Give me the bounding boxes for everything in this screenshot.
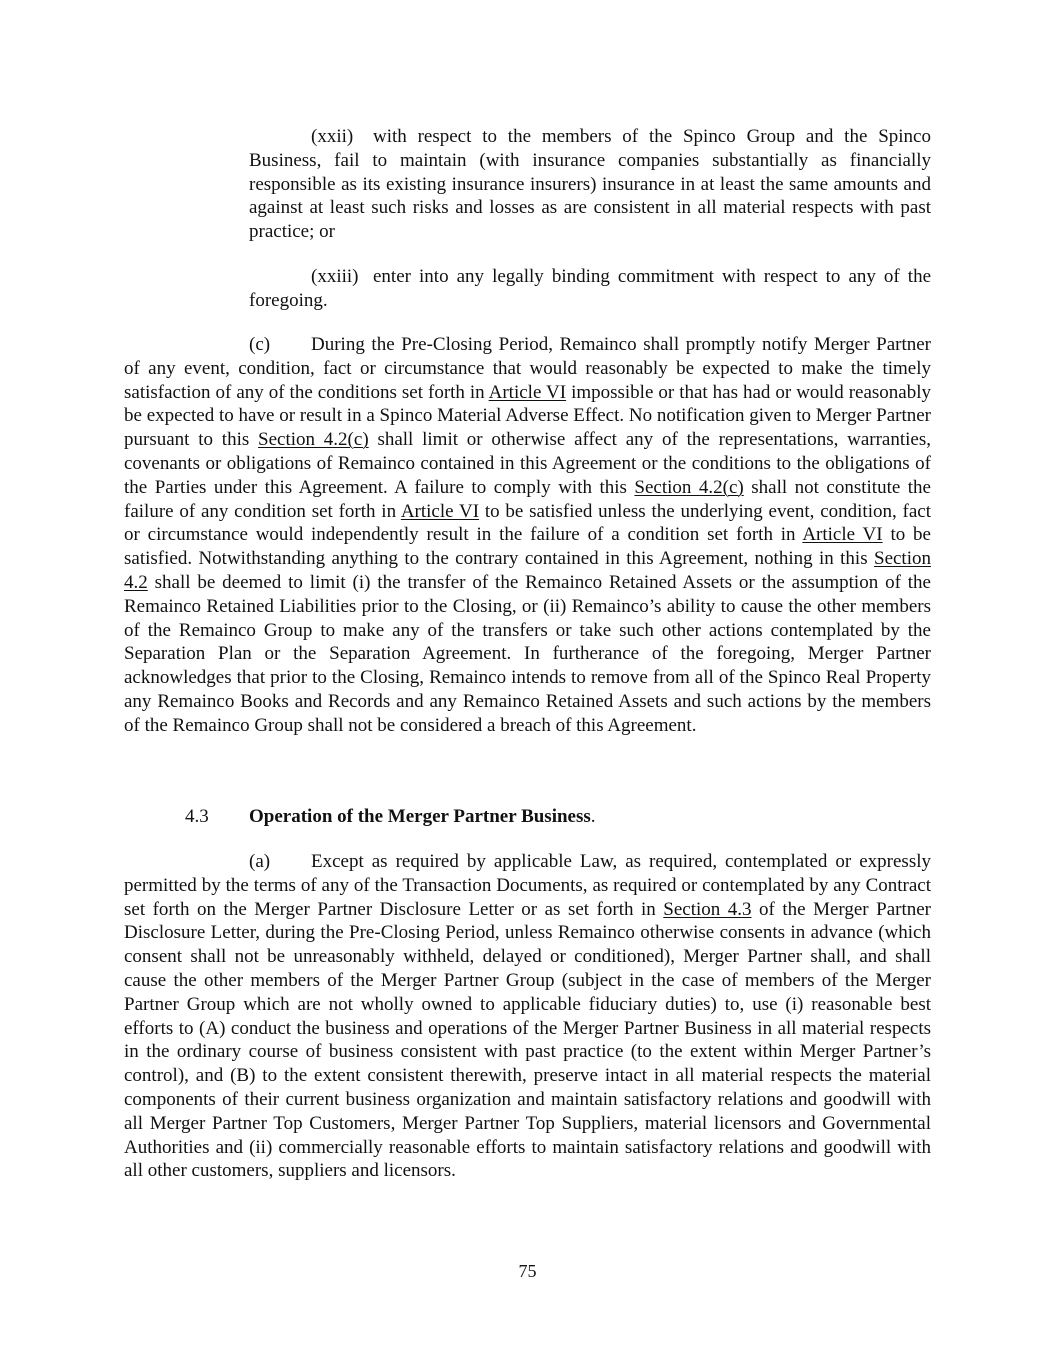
cross-reference-article-vi[interactable]: Article VI — [802, 524, 883, 546]
cross-reference-section-4-3[interactable]: Section 4.3 — [663, 898, 752, 920]
paragraph-c — [124, 333, 931, 738]
clause-xxiii-text: enter into any legally binding commitment with respect to any of the foregoing. — [249, 266, 931, 311]
paragraph-c-text-3: shall limit or otherwise affect any of the representations, warranties, covenants or obligations of Remainco contained in this Agreement or the conditions to the obligations of the Parties under this Agreement. A failure to comply with this — [124, 429, 931, 498]
paragraph-c-text-6: to be satisfied. Notwithstanding anything to the contrary contained in this Agreement, nothing in this — [124, 524, 931, 570]
paragraph-a — [124, 850, 931, 1183]
cross-reference-section-4-2c[interactable]: Section 4.2(c) — [634, 476, 744, 498]
paragraph-c-marker: (c) — [249, 334, 271, 355]
page-number: 75 — [518, 1261, 537, 1281]
clause-xxii — [249, 125, 931, 244]
paragraph-c-text-2: impossible or that has had or would reasonably be expected to have or result in a Spinco Material Adverse Effect. No notification given to Merger Partner pursuant to this — [124, 381, 931, 451]
section-number: 4.3 — [185, 806, 209, 827]
paragraph-a-marker: (a) — [249, 851, 271, 872]
section-heading-4-3 — [185, 805, 596, 829]
paragraph-a-text-2: of the Merger Partner Disclosure Letter, during the Pre-Closing Period, unless Remainco otherwise consents in advance (which consent shall not be unreasonably withheld, delayed or conditioned), Merger Partner shall, and shall cause the other members of the Merger Partner Group (subject in the case of members of the Merger Partner Group which are not wholly owned to applicable fiduciary duties) to, use (i) reasonable best efforts to (A) conduct the business and operations of the Merger Partner Business in all material respects in the ordinary course of business consistent with past practice (to the extent within Merger Partner’s control), and (B) to the extent consistent therewith, preserve intact in all material respects the material components of their current business organization and maintain satisfactory relations and goodwill with all Merger Partner Top Customers, Merger Partner Top Suppliers, material licensors and Governmental Authorities and (ii) commercially reasonable efforts to maintain satisfactory relations and goodwill with all other customers, suppliers and licensors. — [124, 898, 932, 1182]
paragraph-a-text-1: Except as required by applicable Law, as required, contemplated or expressly permitted by the terms of any of the Transaction Documents, as required or contemplated by any Contract set forth on the Merger Partner Disclosure Letter or as set forth in — [124, 851, 931, 920]
cross-reference-section-4-2c[interactable]: Section 4.2(c) — [258, 429, 369, 451]
cross-reference-article-vi[interactable]: Article VI — [488, 381, 567, 403]
clause-xxiii-marker: (xxiii) — [311, 266, 359, 287]
cross-reference-article-vi[interactable]: Article VI — [400, 500, 480, 522]
clause-xxii-marker: (xxii) — [311, 126, 354, 147]
paragraph-c-text-1: During the Pre-Closing Period, Remainco shall promptly notify Merger Partner of any event, condition, fact or circumstance that would reasonably be expected to make the timely satisfaction of any of the conditions set forth in — [124, 334, 931, 403]
paragraph-c-text-7: shall be deemed to limit (i) the transfer of the Remainco Retained Assets or the assumption of the Remainco Retained Liabilities prior to the Closing, or (ii) Remainco’s ability to cause the other members of the Remainco Group to make any of the transfers or take such other actions contemplated by the Separation Plan or the Separation Agreement. In furtherance of the foregoing, Merger Partner acknowledges that prior to the Closing, Remainco intends to remove from all of the Spinco Real Property any Remainco Books and Records and any Remainco Retained Assets and such actions by the members of the Remainco Group shall not be considered a breach of this Agreement. — [124, 571, 931, 736]
paragraph-c-text-5: to be satisfied unless the underlying event, condition, fact or circumstance would independently result in the failure of a condition set forth in — [124, 500, 931, 546]
clause-xxiii — [249, 265, 931, 313]
paragraph-c-text-4: shall not constitute the failure of any condition set forth in — [124, 476, 931, 522]
section-title: Operation of the Merger Partner Business — [249, 806, 591, 827]
cross-reference-section-4-2[interactable]: Section 4.2 — [124, 548, 931, 593]
section-title-period: . — [590, 806, 596, 827]
clause-xxii-text: with respect to the members of the Spinco Group and the Spinco Business, fail to maintain (with insurance companies substantially as financially responsible as its existing insurance insurers) insurance in at least the same amounts and against at least such risks and losses as are consistent in all material respects with past practice; or — [249, 126, 931, 243]
